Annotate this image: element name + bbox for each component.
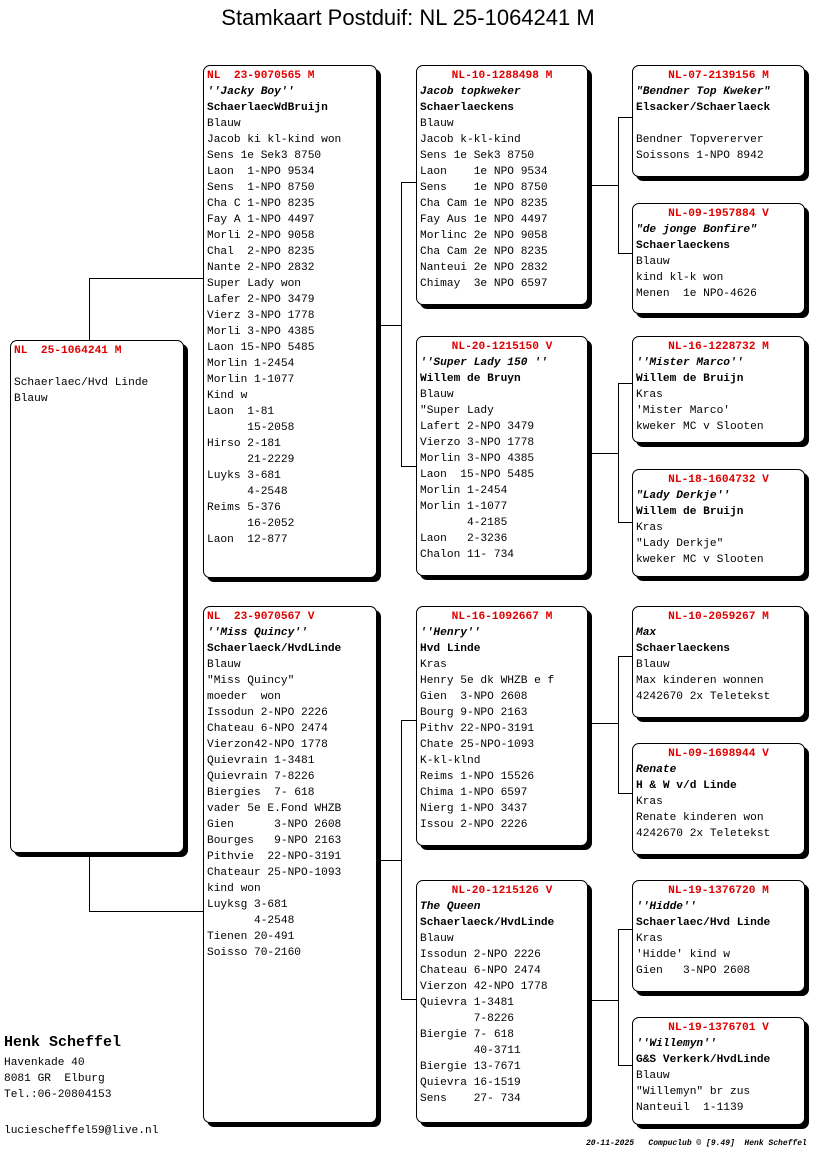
info-line: Chate 25-NPO-1093 [420, 739, 535, 751]
info-line: 4242670 2x Teletekst [636, 828, 771, 840]
info-line: Nanteuil 1-1139 [636, 1102, 744, 1114]
info-line: Cha C 1-NPO 8235 [207, 198, 315, 210]
info-line: Laon 1-NPO 9534 [207, 166, 315, 178]
info-line: Super Lady won [207, 278, 301, 290]
info-line: Laon 1e NPO 9534 [420, 166, 548, 178]
info-line: Sens 1e Sek3 8750 [207, 150, 322, 162]
owner-city: 8081 GR Elburg [4, 1073, 105, 1085]
info-line: Nanteui 2e NPO 2832 [420, 262, 548, 274]
info-line: Morli 3-NPO 4385 [207, 326, 315, 338]
info-line: Gien 3-NPO 2608 [420, 691, 528, 703]
info-line: Vierz 3-NPO 1778 [207, 310, 315, 322]
pigeon-name: "de jonge Bonfire" [636, 224, 757, 236]
connector-line [401, 182, 402, 467]
info-line: Nante 2-NPO 2832 [207, 262, 315, 274]
pigeon-name: "Lady Derkje'' [636, 490, 730, 502]
connector-line [618, 793, 633, 794]
info-line: Blauw [636, 256, 670, 268]
info-line: 15-2058 [207, 422, 295, 434]
breeder-name: Willem de Bruijn [636, 373, 744, 385]
info-line: Morlin 1-2454 [420, 485, 508, 497]
info-line: Pithv 22-NPO-3191 [420, 723, 535, 735]
info-line: kind kl-k won [636, 272, 724, 284]
pigeon-card-grandmother-maternal[interactable] [416, 880, 588, 1123]
info-line [636, 116, 801, 132]
info-line: Cha Cam 1e NPO 8235 [420, 198, 548, 210]
info-line: Laon 2-3236 [420, 533, 508, 545]
connector-line [401, 999, 417, 1000]
pigeon-card-ggp-mmm[interactable] [632, 1017, 805, 1125]
info-line: Biergie 13-7671 [420, 1061, 521, 1073]
info-line: Kras [636, 389, 663, 401]
ring-number: NL 25-1064241 M [14, 345, 122, 357]
connector-line [401, 720, 417, 721]
info-line: Blauw [207, 118, 241, 130]
connector-line [591, 1000, 619, 1001]
info-line: Soisso 70-2160 [207, 947, 301, 959]
pigeon-card-grandfather-maternal[interactable] [416, 606, 588, 846]
info-line: Hirso 2-181 [207, 438, 281, 450]
info-line: kweker MC v Slooten [636, 554, 764, 566]
info-line: Kras [636, 933, 663, 945]
info-line: Vierzon42-NPO 1778 [207, 739, 328, 751]
ring-number: NL-18-1604732 V [668, 474, 769, 486]
connector-line [89, 278, 90, 340]
info-line: Henry 5e dk WHZB e f [420, 675, 555, 687]
info-line: moeder won [207, 691, 281, 703]
pigeon-name: Max [636, 627, 657, 639]
info-line: Fay A 1-NPO 4497 [207, 214, 315, 226]
pigeon-name: ''Miss Quincy'' [207, 627, 308, 639]
info-line: Nierg 1-NPO 3437 [420, 803, 528, 815]
info-line: Fay Aus 1e NPO 4497 [420, 214, 548, 226]
info-line: Kind w [207, 390, 248, 402]
info-line: Biergie 7- 618 [420, 1029, 514, 1041]
pigeon-card-ggp-fmf[interactable] [632, 336, 805, 443]
info-line: Lafer 2-NPO 3479 [207, 294, 315, 306]
ring-number: NL-10-2059267 M [668, 611, 769, 623]
ring-number: NL-16-1092667 M [451, 611, 553, 623]
pigeon-name: ''Willemyn'' [636, 1038, 717, 1050]
owner-phone: Tel.:06-20804153 [4, 1089, 112, 1101]
connector-line [401, 720, 402, 1000]
ring-number: NL-07-2139156 M [668, 70, 769, 82]
pigeon-card-ggp-fmm[interactable] [632, 469, 805, 577]
info-line: Bendner Topvererver [636, 134, 764, 146]
info-line: Luyksg 3-681 [207, 899, 288, 911]
info-line: Chimay 3e NPO 6597 [420, 278, 548, 290]
connector-line [591, 185, 619, 186]
owner-address: Havenkade 40 [4, 1057, 85, 1069]
info-line: Biergies 7- 618 [207, 787, 315, 799]
info-line: Morlin 1-2454 [207, 358, 295, 370]
info-line: K-kl-klnd [420, 755, 481, 767]
connector-line [618, 929, 633, 930]
info-line: Renate kinderen won [636, 812, 764, 824]
connector-line [618, 253, 633, 254]
breeder-name: Willem de Bruijn [636, 506, 744, 518]
info-line: Morlin 1-1077 [420, 501, 508, 513]
info-line: Blauw [636, 1070, 670, 1082]
info-line: Bourg 9-NPO 2163 [420, 707, 528, 719]
info-line: Reims 5-376 [207, 502, 281, 514]
info-line: Sens 1e Sek3 8750 [420, 150, 535, 162]
breeder-name: SchaerlaecWdBruijn [207, 102, 328, 114]
pigeon-name: Jacob topkweker [420, 86, 521, 98]
info-line: Gien 3-NPO 2608 [636, 965, 751, 977]
breeder-name: Elsacker/Schaerlaeck [636, 102, 771, 114]
pigeon-name: ''Henry'' [420, 627, 481, 639]
owner-block [4, 1033, 121, 1103]
info-line: Blauw [14, 393, 48, 405]
info-line: 4-2548 [207, 486, 288, 498]
pigeon-name: ''Mister Marco'' [636, 357, 744, 369]
ring-number: NL-20-1215126 V [451, 885, 553, 897]
connector-line [89, 278, 204, 279]
pigeon-card-mother[interactable] [203, 606, 377, 1123]
pigeon-card-ggp-mmf[interactable] [632, 880, 805, 992]
info-line: Morli 2-NPO 9058 [207, 230, 315, 242]
connector-line [89, 851, 90, 912]
info-line: Lafert 2-NPO 3479 [420, 421, 535, 433]
info-line: "Miss Quincy" [207, 675, 295, 687]
info-line: Max kinderen wonnen [636, 675, 764, 687]
connector-line [618, 1065, 633, 1066]
info-line: Morlin 3-NPO 4385 [420, 453, 535, 465]
connector-line [89, 911, 204, 912]
info-line: Schaerlaec/Hvd Linde [14, 377, 149, 389]
pigeon-card-ggp-mff[interactable] [632, 606, 805, 718]
pigeon-name: The Queen [420, 901, 481, 913]
info-line: Morlin 1-1077 [207, 374, 295, 386]
info-line: Laon 1-81 [207, 406, 275, 418]
info-line: Blauw [420, 118, 454, 130]
pigeon-card-father[interactable] [203, 65, 377, 578]
info-line: Chateau 6-NPO 2474 [420, 965, 541, 977]
info-line: Quievra 16-1519 [420, 1077, 521, 1089]
info-line: Morlinc 2e NPO 9058 [420, 230, 548, 242]
breeder-name: Hvd Linde [420, 643, 481, 655]
pigeon-name: ''Super Lady 150 '' [420, 357, 548, 369]
info-line: Bourges 9-NPO 2163 [207, 835, 342, 847]
info-line: Blauw [207, 659, 241, 671]
info-line: 'Mister Marco' [636, 405, 730, 417]
pigeon-name: "Bendner Top Kweker" [636, 86, 771, 98]
info-line: 'Hidde' kind w [636, 949, 730, 961]
ring-number: NL-09-1698944 V [668, 748, 769, 760]
footer-credit: 20-11-2025 Compuclub © [9.49] Henk Scheffel [586, 1139, 807, 1148]
info-line: Vierzon 42-NPO 1778 [420, 981, 548, 993]
pigeon-name: Renate [636, 764, 677, 776]
info-line: 21-2229 [207, 454, 295, 466]
info-line: Menen 1e NPO-4626 [636, 288, 757, 300]
info-line: Quievrain 7-8226 [207, 771, 315, 783]
breeder-name: Schaerlaeckens [636, 240, 730, 252]
ring-number: NL-09-1957884 V [668, 208, 769, 220]
info-line: vader 5e E.Fond WHZB [207, 803, 342, 815]
info-line: Kras [420, 659, 447, 671]
info-line: Issou 2-NPO 2226 [420, 819, 528, 831]
connector-line [401, 466, 417, 467]
pigeon-card-grandfather-paternal[interactable] [416, 65, 588, 305]
ring-number: NL-10-1288498 M [451, 70, 553, 82]
breeder-name: Willem de Bruyn [420, 373, 521, 385]
info-line: Sens 27- 734 [420, 1093, 521, 1105]
info-line: Sens 1-NPO 8750 [207, 182, 315, 194]
breeder-name: Schaerlaeckens [420, 102, 514, 114]
ring-number: NL-19-1376720 M [668, 885, 769, 897]
breeder-name: Schaerlaeck/HvdLinde [420, 917, 555, 929]
info-line: Quievra 1-3481 [420, 997, 514, 1009]
info-line: Issodun 2-NPO 2226 [207, 707, 328, 719]
info-line: Laon 15-NPO 5485 [207, 342, 315, 354]
info-line: Gien 3-NPO 2608 [207, 819, 342, 831]
pigeon-card-grandmother-paternal[interactable] [416, 336, 588, 576]
info-line: "Lady Derkje" [636, 538, 724, 550]
ring-number: NL-16-1228732 M [668, 341, 769, 353]
info-line: Laon 12-877 [207, 534, 288, 546]
connector-line [618, 383, 619, 523]
pigeon-name: ''Hidde'' [636, 901, 697, 913]
info-line [14, 359, 180, 375]
info-line: kweker MC v Slooten [636, 421, 764, 433]
connector-line [380, 860, 402, 861]
info-line: Luyks 3-681 [207, 470, 281, 482]
info-line: kind won [207, 883, 261, 895]
connector-line [618, 117, 619, 254]
info-line: Blauw [420, 933, 454, 945]
ring-number: NL 23-9070567 V [207, 611, 315, 623]
info-line: Chalon 11- 734 [420, 549, 514, 561]
page-title: Stamkaart Postduif: NL 25-1064241 M [221, 5, 595, 30]
connector-line [591, 453, 619, 454]
info-line: 4-2548 [207, 915, 295, 927]
info-line: Soissons 1-NPO 8942 [636, 150, 764, 162]
breeder-name: H & W v/d Linde [636, 780, 737, 792]
connector-line [401, 182, 417, 183]
pigeon-name: ''Jacky Boy'' [207, 86, 295, 98]
info-line: "Super Lady [420, 405, 494, 417]
owner-name: Henk Scheffel [4, 1034, 122, 1051]
ring-number: NL-19-1376701 V [668, 1022, 769, 1034]
info-line: 16-2052 [207, 518, 295, 530]
breeder-name: Schaerlaec/Hvd Linde [636, 917, 771, 929]
pigeon-card-ggp-ffm[interactable] [632, 203, 805, 314]
info-line: Chal 2-NPO 8235 [207, 246, 315, 258]
connector-line [618, 383, 633, 384]
connector-line [618, 929, 619, 1066]
info-line: Quievrain 1-3481 [207, 755, 315, 767]
info-line: Issodun 2-NPO 2226 [420, 949, 541, 961]
info-line: Vierzo 3-NPO 1778 [420, 437, 535, 449]
breeder-name: Schaerlaeck/HvdLinde [207, 643, 342, 655]
info-line: Sens 1e NPO 8750 [420, 182, 548, 194]
info-line: Chima 1-NPO 6597 [420, 787, 528, 799]
info-line: Jacob ki kl-kind won [207, 134, 342, 146]
info-line: 4-2185 [420, 517, 508, 529]
pigeon-card-ggp-fff[interactable] [632, 65, 805, 177]
ring-number: NL-20-1215150 V [451, 341, 553, 353]
info-line: 4242670 2x Teletekst [636, 691, 771, 703]
info-line: Kras [636, 522, 663, 534]
ring-number: NL 23-9070565 M [207, 70, 315, 82]
info-line: Laon 15-NPO 5485 [420, 469, 535, 481]
connector-line [591, 723, 619, 724]
info-line: Pithvie 22-NPO-3191 [207, 851, 342, 863]
info-line: Cha Cam 2e NPO 8235 [420, 246, 548, 258]
info-line: Chateau 6-NPO 2474 [207, 723, 328, 735]
info-line: Chateaur 25-NPO-1093 [207, 867, 342, 879]
info-line: "Willemyn" br zus [636, 1086, 751, 1098]
breeder-name: G&S Verkerk/HvdLinde [636, 1054, 771, 1066]
connector-line [380, 325, 402, 326]
info-line: Tienen 20-491 [207, 931, 295, 943]
pigeon-card-ggp-mfm[interactable] [632, 743, 805, 855]
info-line: Reims 1-NPO 15526 [420, 771, 535, 783]
info-line: Blauw [636, 659, 670, 671]
breeder-name: Schaerlaeckens [636, 643, 730, 655]
connector-line [618, 522, 633, 523]
info-line: Kras [636, 796, 663, 808]
connector-line [618, 656, 619, 794]
owner-email[interactable]: luciescheffel59@live.nl [4, 1125, 159, 1137]
connector-line [618, 656, 633, 657]
connector-line [618, 117, 633, 118]
pigeon-card-subject[interactable] [10, 340, 184, 853]
info-line: 40-3711 [420, 1045, 521, 1057]
info-line: Jacob k-kl-kind [420, 134, 521, 146]
info-line: Blauw [420, 389, 454, 401]
info-line: 7-8226 [420, 1013, 514, 1025]
